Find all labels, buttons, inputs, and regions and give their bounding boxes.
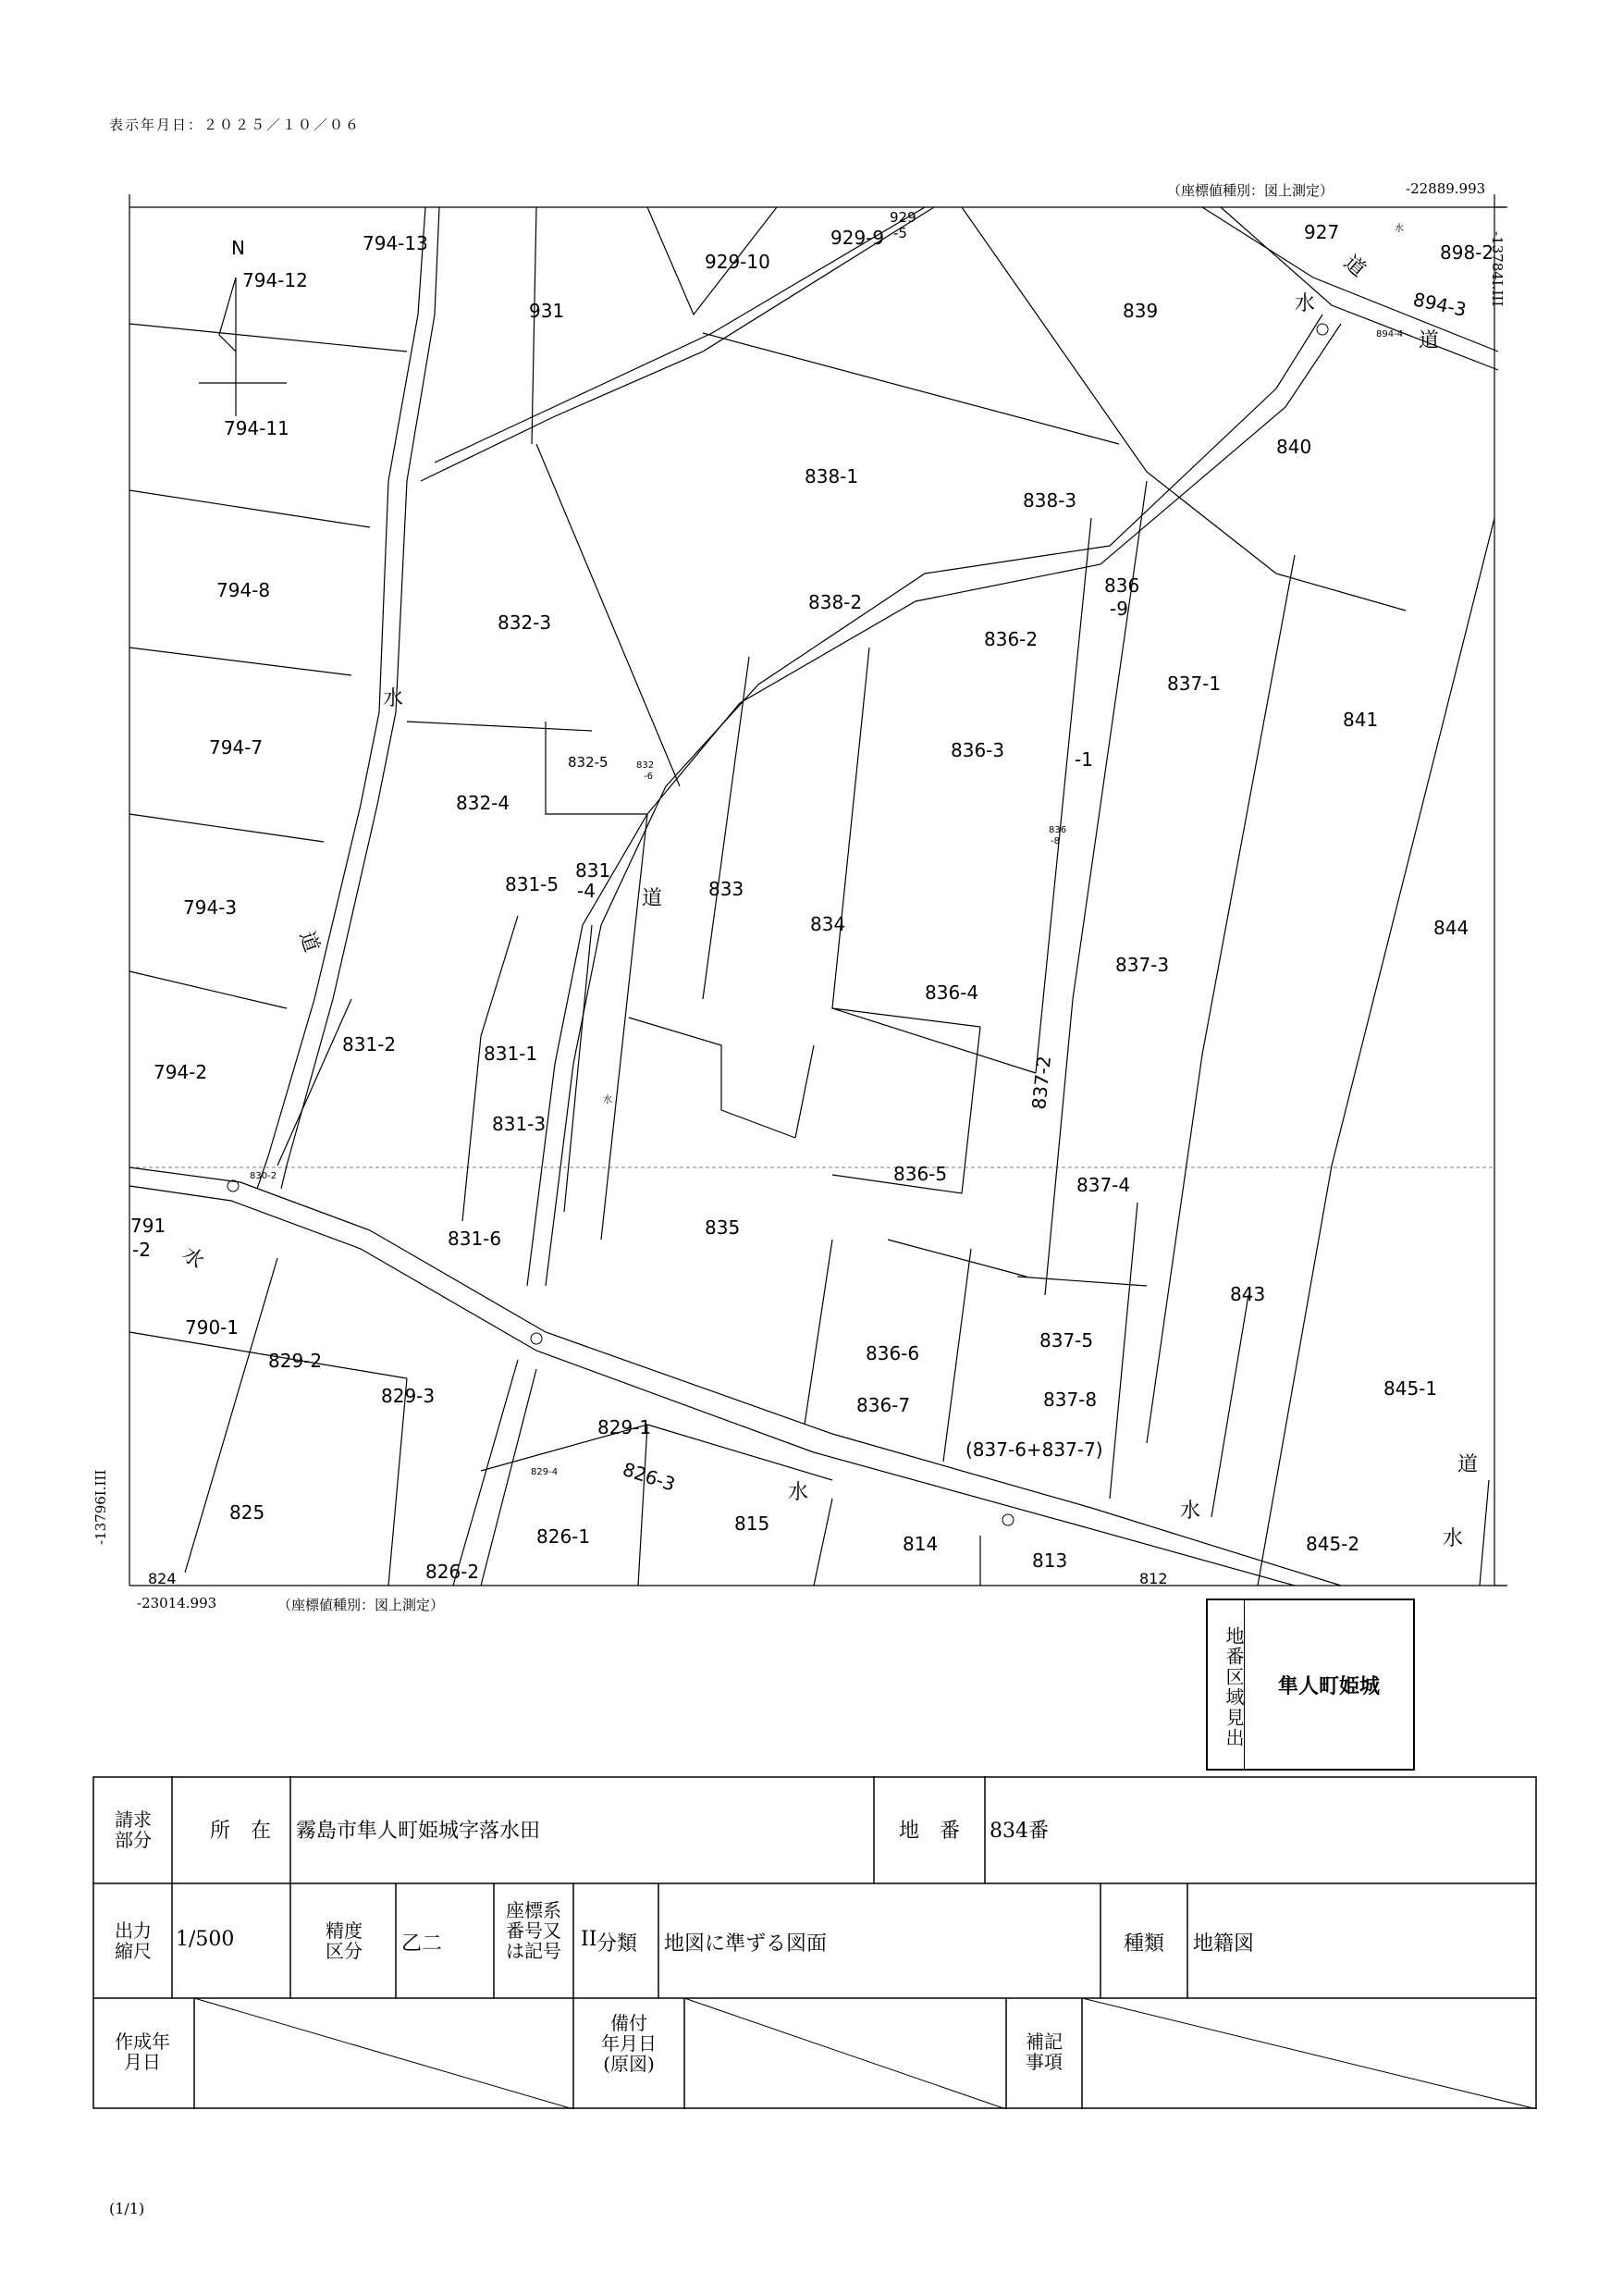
parcel-label: 929-10 [705,251,770,273]
parcel-label: 929-9 [830,227,885,249]
road-label: 道 [642,887,663,910]
parcel-label: 829-1 [597,1416,652,1438]
parcel-label: 833 [708,878,744,900]
coord-value-top: -22889.993 [1406,180,1486,197]
parcel-label: 826-2 [425,1561,480,1583]
coord-system-label: 座標系 番号又 は記号 [506,1899,561,1962]
parcel-label: 829-2 [268,1350,323,1372]
coord-type-label-top: （座標値種別：図上測定） [1167,182,1334,199]
precision-value: 乙二 [401,1932,443,1956]
parcel-label: -1 [1075,748,1093,771]
parcel-label: 837-4 [1076,1174,1131,1196]
notes-label: 補記 事項 [1026,2031,1063,2073]
parcel-label: 815 [734,1512,770,1535]
parcel-label: 839 [1123,300,1159,322]
parcel-label: 836-3 [951,739,1005,761]
parcel-label: (837-6+837-7) [965,1438,1103,1461]
parcel-label: 836-5 [893,1163,948,1185]
coord-value-right: -13784I.III [1489,231,1506,307]
parcel-label: 836 [1104,574,1140,597]
parcel-label: 813 [1032,1549,1068,1572]
water-label: 水 [1395,224,1404,234]
parcel-label: 837-3 [1115,954,1170,976]
parcel-label: 794-11 [224,417,289,439]
parcel-label: 832 [636,760,655,771]
parcel-label: -8 [1051,836,1060,846]
parcel-label: 836-6 [866,1342,920,1364]
parcel-label: -9 [1110,598,1128,620]
parcel-label: 831-5 [505,873,559,895]
parcel-label: 814 [903,1533,939,1555]
parcel-label: 835 [705,1216,741,1239]
index-box-label: 地番区域見出 [1208,1600,1245,1769]
request-part-label: 請求 部分 [115,1808,152,1851]
parcel-label: 829-4 [531,1467,559,1477]
parcel-label: 791 [130,1215,166,1237]
coord-system-value: II [581,1928,597,1951]
parcel-label: 836-7 [856,1394,911,1416]
parcel-label: 837-1 [1167,673,1222,695]
parcel-label: 894-3 [1410,288,1469,321]
north-label: N [231,237,245,259]
lot-area-index-box [1206,1599,1415,1771]
parcel-label: 834 [810,913,846,935]
parcel-label: 794-12 [242,269,308,291]
parcel-label: 831-3 [492,1113,547,1135]
parcel-label: 929 [890,209,916,226]
precision-label: 精度 区分 [326,1920,363,1962]
type-label: 種類 [1123,1932,1164,1956]
parcel-label: -2 [132,1239,151,1261]
road-label: 道 [294,928,324,956]
parcel-label: -5 [893,225,907,241]
water-label: 水 [1180,1500,1201,1523]
parcel-label: 840 [1276,436,1312,458]
lot-number-label: 地 番 [898,1820,960,1843]
parcel-label: 845-1 [1383,1377,1438,1400]
parcel-label: 832-3 [498,611,552,634]
parcel-label: 831-6 [448,1228,502,1250]
parcel-label: 838-3 [1023,489,1077,512]
parcel-label: 832-4 [456,792,510,814]
parcel-label: 826-1 [536,1525,591,1548]
parcel-label: 837-5 [1039,1329,1094,1352]
location-value: 霧島市隼人町姫城字落水田 [296,1820,541,1843]
parcel-label: 931 [529,300,565,322]
parcel-label: 837-2 [1027,1055,1056,1111]
output-scale-label: 出力 縮尺 [115,1920,152,1962]
parcel-label: 838-2 [808,591,863,613]
installed-date-label: 備付 年月日 (原図) [601,2012,657,2075]
parcel-label: 790-1 [185,1316,240,1339]
parcel-label: 794-2 [154,1061,208,1083]
water-label: 水 [603,1095,612,1105]
parcel-label: 836-2 [984,628,1039,650]
type-value: 地籍図 [1193,1932,1255,1956]
coord-value-left: -13796I.III [92,1469,109,1545]
water-label: 水 [178,1242,209,1274]
parcel-label: 844 [1433,917,1469,939]
parcel-label: 837-8 [1043,1389,1098,1411]
parcel-label: 825 [229,1501,265,1524]
parcel-label: 843 [1230,1283,1266,1305]
parcel-label: 832-5 [568,754,609,771]
parcel-label: 841 [1343,709,1379,731]
parcel-label: 898-2 [1440,241,1494,264]
location-label: 所 在 [209,1820,271,1843]
water-label: 水 [383,687,404,710]
parcel-label: 831-2 [342,1033,397,1055]
display-date: 表示年月日：２０２５／１０／０６ [109,117,362,133]
page-number: (1/1) [109,2200,145,2217]
parcel-label: 894-4 [1376,329,1404,339]
water-label: 水 [1443,1527,1464,1550]
output-scale-value: 1/500 [176,1928,235,1951]
parcel-label: -4 [577,880,596,902]
coord-value-bottom: -23014.993 [137,1595,217,1611]
index-box-value: 隼人町姫城 [1277,1674,1380,1698]
water-label: 水 [1295,292,1316,315]
parcel-label: 794-13 [363,232,428,254]
parcel-label: 927 [1304,221,1340,243]
coord-type-label-bottom: （座標値種別：図上測定） [277,1597,445,1613]
parcel-label: 794-3 [183,896,238,919]
classification-value: 地図に準ずる図面 [664,1932,828,1956]
parcel-label: 836-4 [925,981,979,1004]
parcel-label: 830-2 [250,1171,277,1181]
parcel-label: 845-2 [1306,1533,1360,1555]
road-label: 道 [1339,251,1371,282]
classification-label: 分類 [596,1932,637,1956]
lot-number-value: 834番 [990,1820,1049,1843]
road-label: 道 [1457,1453,1479,1476]
parcel-label: 824 [148,1570,177,1587]
parcel-label: 836 [1049,825,1067,835]
parcel-label: 826-3 [620,1457,679,1496]
parcel-label: 812 [1139,1570,1168,1587]
parcel-label: 838-1 [805,465,859,488]
parcel-label: 831-1 [484,1043,538,1065]
parcel-label: 829-3 [381,1385,436,1407]
info-table [92,1776,1537,2109]
created-date-label: 作成年 月日 [115,2031,170,2073]
parcel-label: 794-7 [209,736,264,759]
parcel-label: 831 [575,859,611,882]
parcel-label: 794-8 [216,579,271,601]
water-label: 水 [788,1481,809,1504]
road-label: 道 [1419,329,1440,352]
parcel-label: -6 [644,772,653,782]
